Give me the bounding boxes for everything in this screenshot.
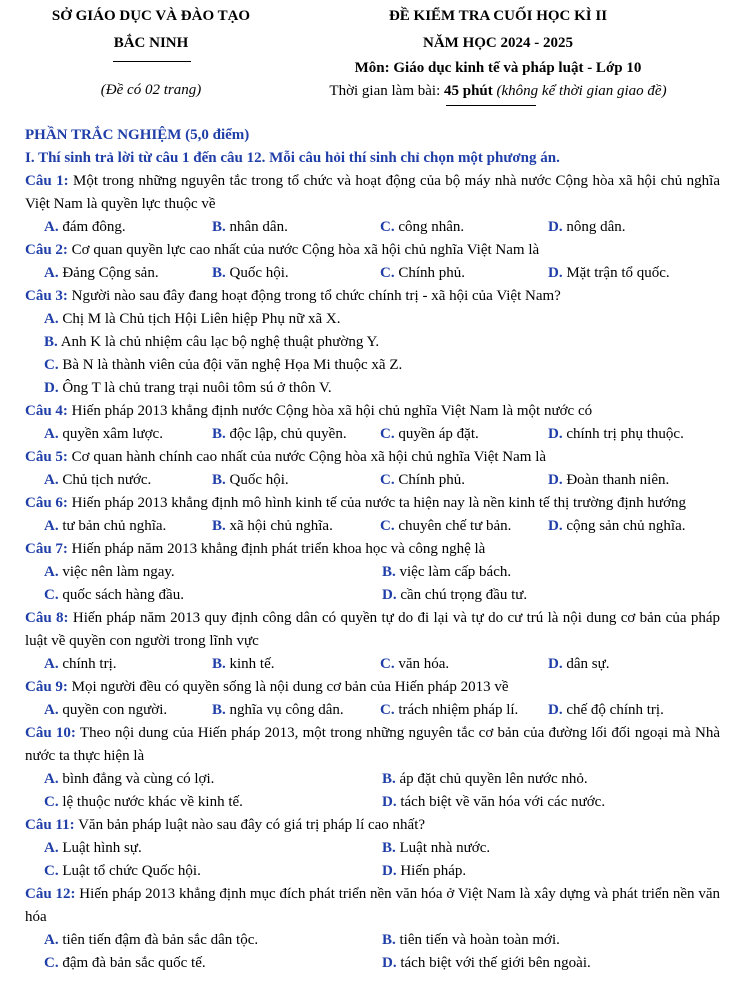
option-text: chế độ chính trị. [562,702,664,718]
option-text: tiên tiến và hoàn toàn mới. [395,932,560,948]
answer-option [44,768,382,791]
option-text: xã hội chủ nghĩa. [225,518,333,534]
answer-option [44,515,212,538]
option-letter: C. [44,794,59,810]
question-label: Câu 1: [25,173,69,189]
question-stem [25,676,720,699]
answer-option [44,262,212,285]
question-list [25,170,720,975]
exam-content [25,124,720,975]
question-stem [25,446,720,469]
question-stem [25,538,720,561]
answer-option [380,216,548,239]
option-text: dân sự. [562,656,610,672]
answer-option [25,331,720,354]
answer-option [380,423,548,446]
option-text: Luật hình sự. [58,840,142,856]
answer-option [380,469,548,492]
answer-option [382,837,720,860]
option-text: Ông T là chủ trang trại nuôi tôm sú ở thôn V. [58,380,332,396]
answer-option [212,216,380,239]
option-text: kinh tế. [225,656,275,672]
option-text: Anh K là chủ nhiệm câu lạc bộ nghệ thuật phường Y. [57,334,380,350]
question-stem [25,170,720,216]
options-row [25,216,720,239]
school-year: NĂM HỌC 2024 - 2025 [423,35,573,51]
question-label: Câu 7: [25,541,68,557]
option-text: chính trị phụ thuộc. [562,426,684,442]
question-12 [25,883,720,975]
option-letter: D. [382,587,397,603]
option-letter: B. [212,426,226,442]
answer-option [382,561,720,584]
option-letter: D. [382,955,397,971]
answer-option [212,699,380,722]
answer-option [212,515,380,538]
option-letter: A. [44,426,59,442]
question-4 [25,400,720,446]
option-text: quốc sách hàng đầu. [58,587,184,603]
option-letter: B. [382,771,396,787]
options-row [25,699,720,722]
option-letter: D. [382,794,397,810]
question-2 [25,239,720,285]
answer-option [44,469,212,492]
answer-option [44,952,382,975]
options-row [25,837,720,860]
option-text: quyền con người. [58,702,168,718]
answer-option [44,699,212,722]
option-letter: A. [44,771,59,787]
option-letter: B. [44,334,58,350]
option-text: quyền xâm lược. [58,426,163,442]
answer-option [548,262,716,285]
option-text: bình đẳng và cùng có lợi. [58,771,215,787]
option-letter: C. [380,518,395,534]
option-text: độc lập, chủ quyền. [225,426,347,442]
options-row [25,584,720,607]
province-name: BẮC NINH [113,35,189,51]
answer-option [25,308,720,331]
option-letter: A. [44,656,59,672]
question-text: Người nào sau đây đang hoạt động trong tổ chức chính trị - xã hội của Việt Nam? [67,288,561,304]
option-letter: A. [44,311,59,327]
option-letter: B. [212,702,226,718]
option-letter: A. [44,840,59,856]
subject-line: Môn: Giáo dục kinh tế và pháp luật - Lớp 10 [354,60,642,76]
option-text: đám đông. [58,219,126,235]
answer-option [44,653,212,676]
option-text: Luật tổ chức Quốc hội. [58,863,201,879]
question-7 [25,538,720,607]
question-5 [25,446,720,492]
answer-option [44,929,382,952]
options-row [25,929,720,952]
option-letter: A. [44,564,59,580]
page-count-note: (Đề có 02 trang) [100,82,202,98]
question-stem [25,492,720,515]
option-letter: A. [44,702,59,718]
option-text: chuyên chế tư bản. [394,518,512,534]
option-text: lệ thuộc nước khác về kinh tế. [58,794,243,810]
option-letter: D. [382,863,397,879]
option-letter: B. [382,564,396,580]
question-text: Cơ quan quyền lực cao nhất của nước Cộng hòa xã hội chủ nghĩa Việt Nam là [67,242,540,258]
question-1 [25,170,720,239]
question-text: Hiến pháp năm 2013 khẳng định phát triển khoa học và công nghệ là [67,541,486,557]
option-letter: C. [380,702,395,718]
option-text: Chính phủ. [394,265,466,281]
option-letter: C. [44,587,59,603]
option-text: nhân dân. [225,219,288,235]
answer-option [382,768,720,791]
option-text: Quốc hội. [225,472,289,488]
option-letter: B. [212,219,226,235]
option-letter: C. [44,357,59,373]
question-text: Văn bản pháp luật nào sau đây có giá trị pháp lí cao nhất? [74,817,426,833]
question-stem [25,814,720,837]
question-3 [25,285,720,400]
question-text: Cơ quan hành chính cao nhất của nước Cộng hòa xã hội chủ nghĩa Việt Nam là [67,449,547,465]
time-line [268,83,728,100]
answer-option [380,653,548,676]
option-letter: D. [548,265,563,281]
question-label: Câu 12: [25,886,76,902]
option-text: đậm đà bản sắc quốc tế. [58,955,206,971]
question-label: Câu 3: [25,288,68,304]
answer-option [212,262,380,285]
option-text: văn hóa. [394,656,450,672]
question-stem [25,607,720,653]
option-text: cộng sản chủ nghĩa. [562,518,686,534]
answer-option [380,699,548,722]
option-text: quyền áp đặt. [394,426,479,442]
answer-option [44,423,212,446]
option-text: Hiến pháp. [396,863,467,879]
question-label: Câu 11: [25,817,75,833]
time-underline [446,105,536,106]
options-row [25,262,720,285]
answer-option [382,860,720,883]
option-text: tách biệt với thế giới bên ngoài. [396,955,591,971]
options-row [25,768,720,791]
question-label: Câu 5: [25,449,68,465]
question-stem [25,722,720,768]
time-note: (không kể thời gian giao đề) [492,83,667,99]
department-name: SỞ GIÁO DỤC VÀ ĐÀO TẠO [51,8,251,24]
answer-option [548,699,716,722]
question-text: Theo nội dung của Hiến pháp 2013, một trong những nguyên tắc cơ bản của đường lối đối ngoại mà Nhà nước ta thực hiện là [25,725,721,764]
answer-option [212,653,380,676]
option-text: tư bản chủ nghĩa. [58,518,167,534]
question-label: Câu 9: [25,679,68,695]
answer-option [380,262,548,285]
question-9 [25,676,720,722]
option-letter: D. [44,380,59,396]
option-letter: C. [44,863,59,879]
option-letter: B. [382,840,396,856]
answer-option [548,216,716,239]
option-text: Đoàn thanh niên. [562,472,670,488]
option-letter: C. [380,656,395,672]
option-letter: A. [44,219,59,235]
option-letter: C. [380,219,395,235]
options-row [25,423,720,446]
option-text: nông dân. [562,219,626,235]
question-stem [25,400,720,423]
question-text: Một trong những nguyên tắc trong tổ chức và hoạt động của bộ máy nhà nước Cộng hòa xã hội chủ nghĩa Việt Nam là quyền lực thuộc về [25,173,721,212]
option-letter: D. [548,702,563,718]
option-text: tách biệt về văn hóa với các nước. [396,794,606,810]
exam-title: ĐỀ KIỂM TRA CUỐI HỌC KÌ II [388,8,608,24]
question-text: Hiến pháp 2013 khẳng định nước Cộng hòa xã hội chủ nghĩa Việt Nam là một nước có [67,403,593,419]
option-letter: B. [212,265,226,281]
option-text: chính trị. [58,656,117,672]
question-11 [25,814,720,883]
section-title: PHẦN TRẮC NGHIỆM (5,0 điểm) [25,127,250,143]
answer-option [548,653,716,676]
option-text: công nhân. [394,219,465,235]
option-text: tiên tiến đậm đà bản sắc dân tộc. [58,932,259,948]
question-label: Câu 10: [25,725,76,741]
option-text: trách nhiệm pháp lí. [394,702,519,718]
answer-option [382,584,720,607]
question-text: Mọi người đều có quyền sống là nội dung cơ bản của Hiến pháp 2013 về [67,679,509,695]
options-row [25,469,720,492]
option-letter: C. [44,955,59,971]
option-text: nghĩa vụ công dân. [225,702,344,718]
question-stem [25,285,720,308]
answer-option [548,469,716,492]
answer-option [548,423,716,446]
question-label: Câu 6: [25,495,68,511]
option-letter: D. [548,656,563,672]
option-text: Mặt trận tổ quốc. [562,265,670,281]
answer-option [44,860,382,883]
answer-option [548,515,716,538]
option-text: Luật nhà nước. [395,840,491,856]
option-text: Quốc hội. [225,265,289,281]
answer-option [44,216,212,239]
question-label: Câu 4: [25,403,68,419]
answer-option [382,791,720,814]
option-letter: A. [44,518,59,534]
option-text: việc làm cấp bách. [395,564,512,580]
options-row [25,860,720,883]
answer-option [212,423,380,446]
question-text: Hiến pháp năm 2013 quy định công dân có quyền tự do đi lại và tự do cư trú là nội dung cơ bản của pháp luật về quyền con người trong lĩnh vực [25,610,721,649]
option-letter: C. [380,265,395,281]
answer-option [380,515,548,538]
option-text: Đảng Cộng sản. [58,265,159,281]
option-letter: B. [212,518,226,534]
question-6 [25,492,720,538]
exam-header [0,8,741,108]
question-text: Hiến pháp 2013 khẳng định mô hình kinh tế của nước ta hiện nay là nền kinh tế thị trường định hướng [67,495,686,511]
time-value: 45 phút [444,83,493,99]
options-row [25,561,720,584]
answer-option [44,561,382,584]
answer-option [382,929,720,952]
time-prefix: Thời gian làm bài: [329,83,444,99]
option-letter: D. [548,426,563,442]
option-text: áp đặt chủ quyền lên nước nhỏ. [395,771,588,787]
answer-option [382,952,720,975]
option-text: Chủ tịch nước. [58,472,152,488]
option-text: cần chú trọng đầu tư. [396,587,528,603]
option-letter: C. [380,472,395,488]
option-text: Bà N là thành viên của đội văn nghệ Họa Mi thuộc xã Z. [58,357,403,373]
answer-option [44,837,382,860]
options-row [25,515,720,538]
province-underline [113,61,191,62]
answer-option [25,354,720,377]
option-letter: A. [44,932,59,948]
option-text: Chị M là Chủ tịch Hội Liên hiệp Phụ nữ xã X. [58,311,341,327]
question-10 [25,722,720,814]
question-label: Câu 8: [25,610,69,626]
question-stem [25,239,720,262]
answer-option [44,791,382,814]
options-row [25,791,720,814]
option-text: Chính phủ. [394,472,466,488]
option-letter: D. [548,518,563,534]
option-letter: D. [548,472,563,488]
section-instruction: I. Thí sinh trả lời từ câu 1 đến câu 12. Mỗi câu hỏi thí sinh chỉ chọn một phương án. [25,150,560,166]
question-label: Câu 2: [25,242,68,258]
option-letter: C. [380,426,395,442]
options-row [25,653,720,676]
option-letter: B. [382,932,396,948]
question-text: Hiến pháp 2013 khẳng định mục đích phát triển nền văn hóa ở Việt Nam là xây dựng và phát triển nền văn hóa [25,886,720,925]
answer-option [44,584,382,607]
question-8 [25,607,720,676]
option-letter: B. [212,472,226,488]
option-letter: A. [44,265,59,281]
option-letter: D. [548,219,563,235]
option-letter: B. [212,656,226,672]
option-text: việc nên làm ngay. [58,564,175,580]
options-row [25,952,720,975]
answer-option [212,469,380,492]
answer-option [25,377,720,400]
option-letter: A. [44,472,59,488]
question-stem [25,883,720,929]
